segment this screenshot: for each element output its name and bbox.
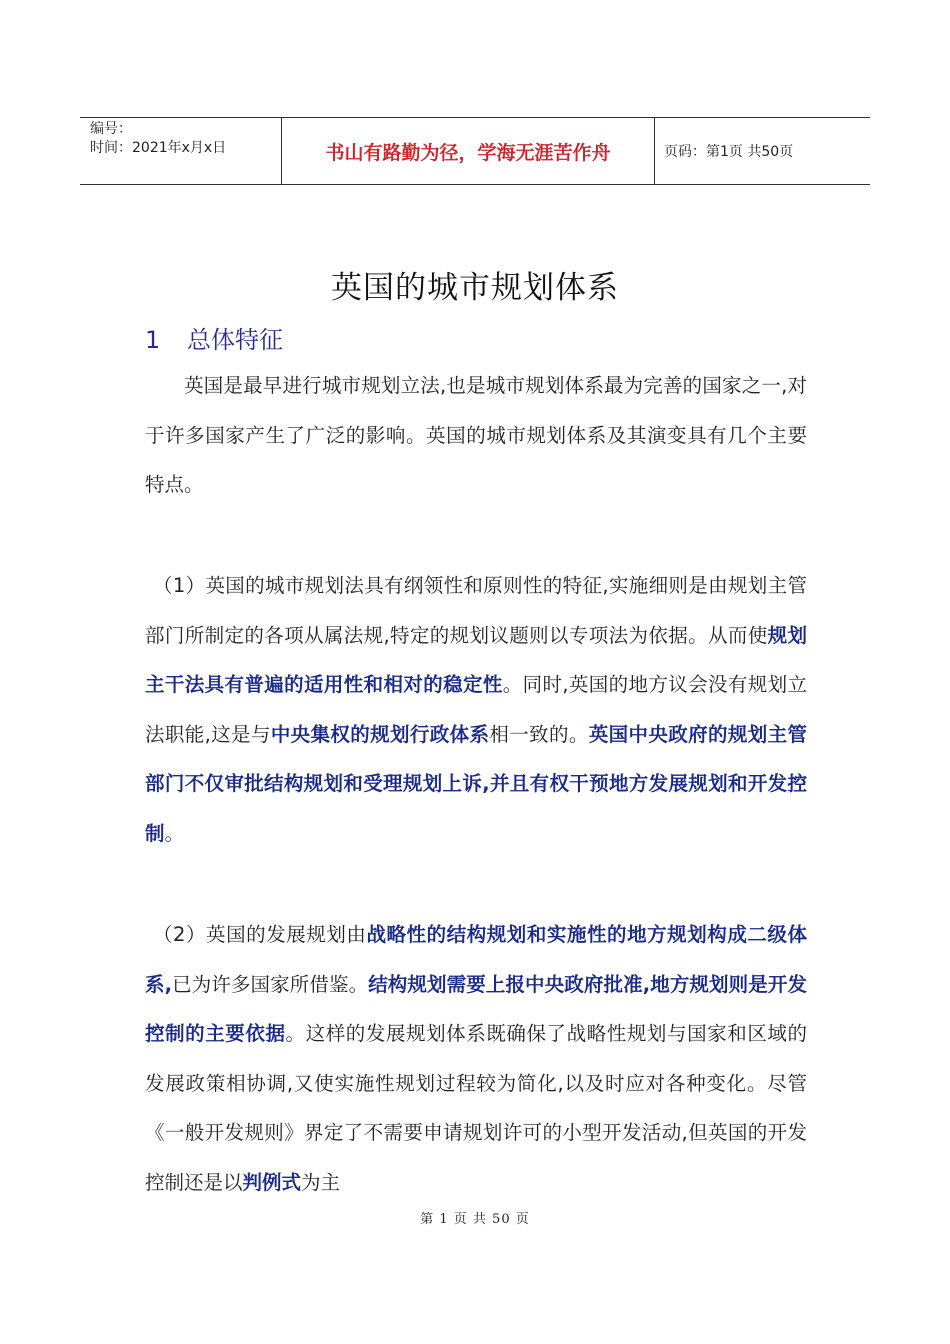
document-header <box>80 117 870 185</box>
header-meta <box>80 118 281 184</box>
text-run: 。 <box>164 821 185 845</box>
text-run: 。同时,英国的地方议会没有规划立法职能,这是与 <box>145 673 807 746</box>
highlight-run: 中央集权的规划行政体系 <box>270 722 490 746</box>
highlight-run: 规划主干法具有普遍的适用性和相对的稳定性 <box>145 623 807 696</box>
highlight-run: 结构规划需要上报中央政府批准,地方规划则是开发控制的主要依据 <box>145 972 807 1045</box>
paragraph-intro: 英国是最早进行城市规划立法,也是城市规划体系最为完善的国家之一,对于许多国家产生了广泛的影响。英国的城市规划体系及其演变具有几个主要特点。 <box>145 374 807 496</box>
highlight-run: 判例式 <box>242 1170 302 1194</box>
text-run: （2）英国的发展规划由 <box>153 923 367 946</box>
paragraph-feature-2 <box>145 910 807 1207</box>
highlight-run: 战略性的结构规划和实施性的地方规划构成二级体系, <box>145 923 807 996</box>
paragraph-feature-1 <box>145 561 807 858</box>
section-number: 1 <box>145 326 161 354</box>
text-run: 。这样的发展规划体系既确保了战略性规划与国家和区域的发展政策相协调,又使实施性规划过程较为简化,以及时应对各种变化。尽管《一般开发规则》界定了不需要申请规划许可的小型开发活动,但英国的开发控制还是以 <box>145 1022 807 1194</box>
text-run: 为主 <box>301 1170 341 1194</box>
section-heading <box>145 320 283 355</box>
page-footer: 第 1 页 共 50 页 <box>420 1212 530 1227</box>
text-run: 已为许多国家所借鉴。 <box>172 972 369 996</box>
document-title: 英国的城市规划体系 <box>331 270 619 306</box>
text-run: 相一致的。 <box>489 722 589 746</box>
time-label: 时间：2021年x月x日 <box>90 140 227 156</box>
text-run: （1）英国的城市规划法具有纲领性和原则性的特征,实施细则是由规划主管部门所制定的各项从属法规,特定的规划议题则以专项法为依据。从而使 <box>145 574 807 647</box>
highlight-run: 英国中央政府的规划主管部门不仅审批结构规划和受理规划上诉,并且有权干预地方发展规划和开发控制 <box>145 722 807 845</box>
header-page-info: 页码：第1页 共50页 <box>664 144 794 160</box>
section-title: 总体特征 <box>187 326 283 354</box>
header-motto: 书山有路勤为径，学海无涯苦作舟 <box>281 118 655 184</box>
number-label: 编号： <box>90 121 132 137</box>
